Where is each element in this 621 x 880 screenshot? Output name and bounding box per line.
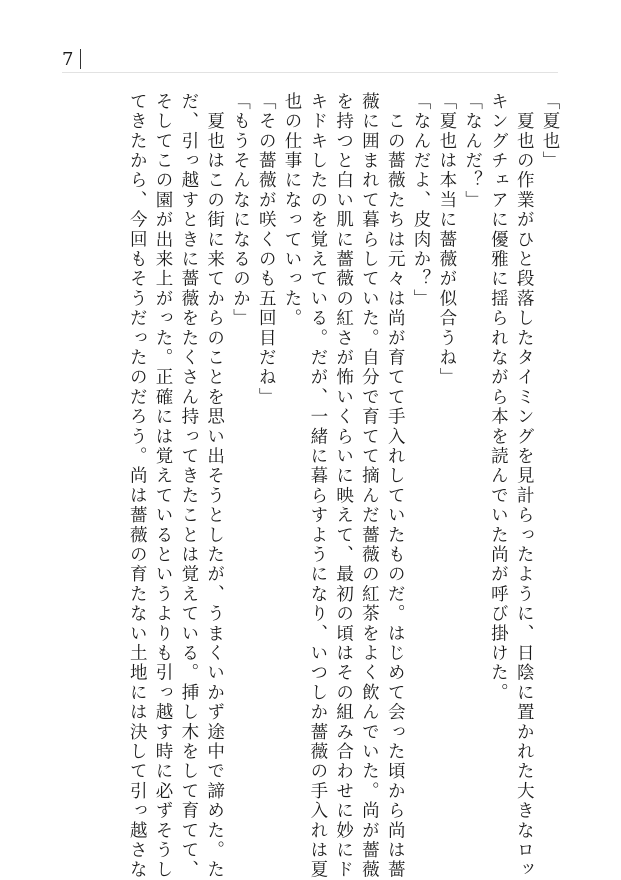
text-line: だ、引っ越すときに薔薇をたくさん持ってきたことは覚えている。挿し木をして育てて、 [178, 92, 199, 880]
page-number: 7 [62, 49, 74, 70]
text-line: 夏也はこの街に来てからのことを思い出そうとしたが、うまくいかず途中で諦めた。た [204, 92, 225, 880]
text-line: 薇に囲まれて暮らしていた。自分で育てて摘んだ薔薇の紅茶をよく飲んでいた。尚が薔薇 [359, 92, 380, 880]
header-divider [80, 49, 81, 69]
text-line: この薔薇たちは元々は尚が育てて手入れしていたものだ。はじめて会った頃から尚は薔 [385, 92, 406, 880]
text-line: 「夏也は本当に薔薇が似合うね」 [436, 92, 457, 388]
text-line: キングチェアに優雅に揺られながら本を読んでいた尚が呼び掛けた。 [488, 92, 509, 703]
page-header [62, 48, 558, 72]
text-line: 夏也の作業がひと段落したタイミングを見計らったように、日陰に置かれた大きなロッ [514, 92, 535, 880]
text-line: 「なんだ？」 [462, 92, 483, 211]
text-line: キドキしたのを覚えている。だが、一緒に暮らすようになり、いつしか薔薇の手入れは夏 [307, 92, 328, 880]
text-line: 「夏也」 [540, 92, 560, 171]
text-line: を持つと白い肌に薔薇の紅さが怖いくらいに映えて、最初の頃はその組み合わせに妙にド [333, 92, 354, 880]
text-line: 「もうそんなになるのか」 [230, 92, 251, 329]
text-line: そしてこの園が出来上がった。正確には覚えているというよりも引っ越す時に必ずそうし [153, 92, 174, 880]
vertical-body-text [62, 92, 562, 880]
text-line: 也の仕事になっていった。 [282, 92, 303, 329]
text-line: 「その薔薇が咲くのも五回目だね」 [256, 92, 277, 408]
text-line: 「なんだよ、皮肉か？」 [411, 92, 432, 309]
header-rule [62, 72, 558, 73]
text-line: てきたから、今回もそうだったのだろう。尚は薔薇の育たない土地には決して引っ越さな [127, 92, 148, 880]
